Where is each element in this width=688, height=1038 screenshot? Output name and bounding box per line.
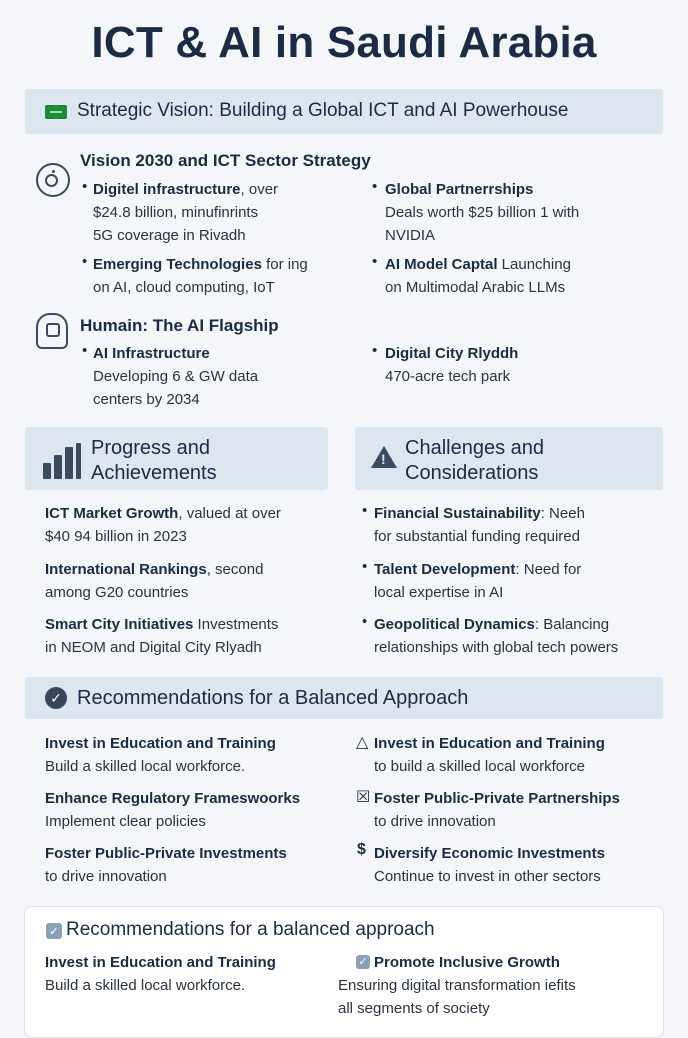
checkbox-icon: ✓ [46,923,62,939]
recommendations-card-title: Recommendations for a balanced approach [66,919,435,940]
bullet-icon: • [362,502,368,519]
globe-icon [36,163,70,197]
dollar-icon: $ [357,841,366,858]
ai-head-icon [36,313,68,349]
recommendations-title: Recommendations for a Balanced Approach [77,687,469,709]
challenge-item-3: Geopolitical Dynamics: Balancing relationships with global tech powers [374,616,619,656]
humain-item-1: AI Infrastructure Developing 6 & GW data centers by 2034 [93,345,259,408]
v2030-item-4: AI Model Captal Launching on Multimodal Arabic LLMs [385,256,571,296]
challenges-header [355,427,663,490]
v2030-item-1: Digitel infrastructure, over $24.8 billion, minufinrints 5G coverage in Rivadh [93,181,279,244]
challenge-item-1: Financial Sustainability: Neeh for substantial funding required [374,505,585,545]
progress-item-1: ICT Market Growth, valued at over $40 94 billion in 2023 [45,505,281,545]
progress-header [25,427,328,490]
strategic-vision-title: Strategic Vision: Building a Global ICT and AI Powerhouse [77,100,569,121]
bullet-icon: • [362,558,368,575]
rec-left-3: Foster Public-Private Investments to drive innovation [45,845,287,885]
bullet-icon: • [82,342,88,359]
v2030-item-3: Global Partnerrships Deals worth $25 billion 1 with NVIDIA [385,181,580,244]
card-left-item: Invest in Education and Training Build a skilled local workforce. [45,954,276,994]
bullet-icon: • [372,342,378,359]
checkbox-icon: ✓ [356,955,370,969]
rec-right-3: Diversify Economic Investments Continue to invest in other sectors [374,845,605,885]
bullet-icon: • [82,253,88,270]
challenges-title: Challenges and Considerations [405,437,544,484]
bullet-icon: • [362,613,368,630]
flag-icon [45,105,67,119]
vision-2030-title: Vision 2030 and ICT Sector Strategy [80,151,371,170]
humain-title: Humain: The AI Flagship [80,316,279,335]
rec-left-2: Enhance Regulatory Frameswoorks Implement clear policies [45,790,301,830]
humain-item-2: Digital City Rlyddh 470-acre tech park [385,345,519,385]
bullet-icon: • [372,253,378,270]
warning-icon [371,446,397,468]
page-title: ICT & AI in Saudi Arabia [91,18,597,67]
rec-left-1: Invest in Education and Training Build a skilled local workforce. [45,735,276,775]
rec-right-1: Invest in Education and Training to build a skilled local workforce [374,735,605,775]
rec-right-2: Foster Public-Private Partnerships to drive innovation [374,790,620,830]
triangle-icon: △ [356,734,369,751]
bar-chart-icon [43,443,83,479]
recommendations-header [25,677,663,719]
bullet-icon: • [82,178,88,195]
progress-title: Progress and Achievements [91,437,217,484]
bullet-icon: • [372,178,378,195]
v2030-item-2: Emerging Technologies for ing on AI, cloud computing, IoT [93,256,308,296]
recommendations-card [24,906,664,1038]
check-circle-icon: ✓ [45,687,67,709]
progress-item-3: Smart City Initiatives Investments in NEOM and Digital City Rlyadh [45,616,279,656]
challenge-item-2: Talent Development: Need for local expertise in AI [374,561,582,601]
strategic-vision-header [25,89,663,134]
checkbox-icon: ☒ [356,789,371,806]
card-right-item: Promote Inclusive Growth Ensuring digital transformation iefits all segments of society [338,954,576,1017]
progress-item-2: International Rankings, second among G20 countries [45,561,264,601]
